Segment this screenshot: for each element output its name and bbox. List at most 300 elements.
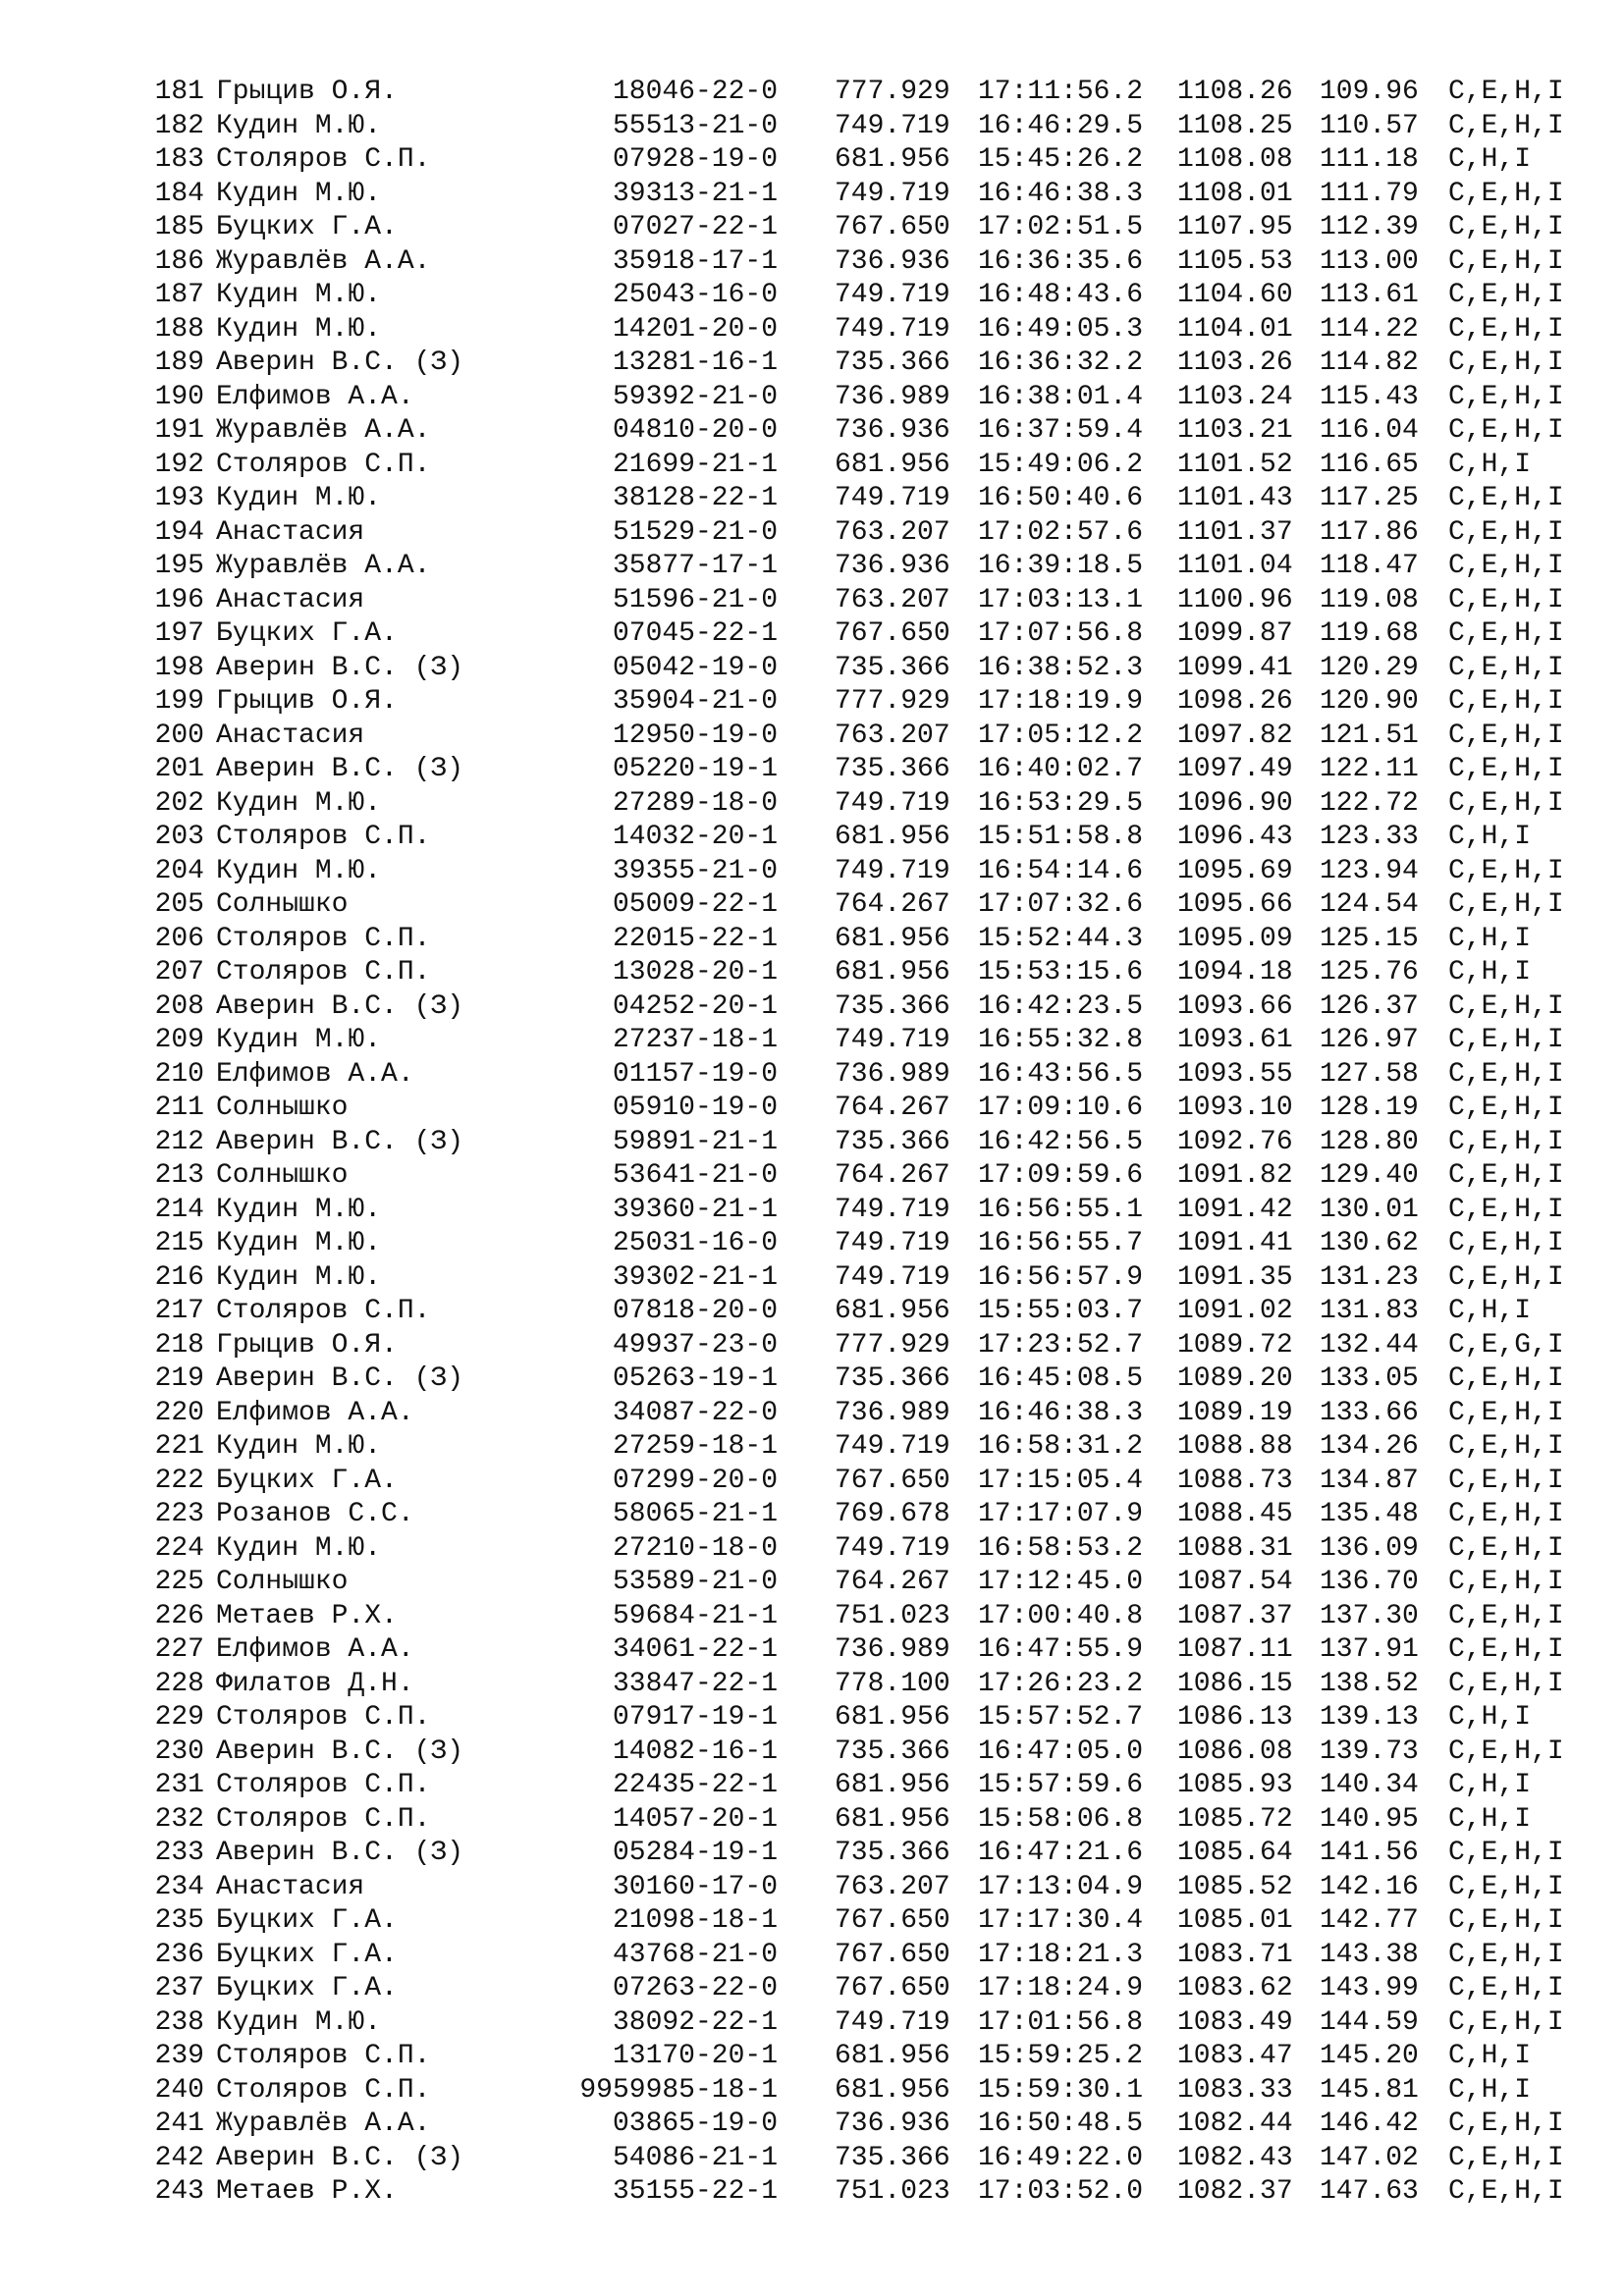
distance-value: 681.956 bbox=[835, 822, 950, 852]
arrival-time: 17:03:52.0 bbox=[978, 2176, 1144, 2207]
participant-name: Журавлёв А.А. bbox=[216, 245, 431, 277]
table-row bbox=[0, 1194, 1624, 1227]
table-row bbox=[0, 1600, 1624, 1633]
participant-name: Елфимов А.А. bbox=[216, 1397, 414, 1428]
participant-name: Анастасия bbox=[216, 1871, 365, 1902]
category-flags: C,H,I bbox=[1448, 1770, 1532, 1800]
arrival-time: 16:56:57.9 bbox=[978, 1261, 1144, 1293]
distance-value: 736.936 bbox=[835, 245, 950, 277]
participant-name: Кудин М.Ю. bbox=[216, 110, 382, 141]
row-number: 182 bbox=[154, 110, 204, 141]
table-row bbox=[0, 1126, 1624, 1159]
ring-code: 35155-22-1 bbox=[612, 2176, 778, 2207]
arrival-time: 17:18:24.9 bbox=[978, 1973, 1144, 2003]
arrival-time: 15:45:26.2 bbox=[978, 144, 1144, 175]
distance-value: 763.207 bbox=[835, 720, 950, 751]
ring-code: 07045-22-1 bbox=[612, 618, 778, 649]
distance-value: 767.650 bbox=[835, 1905, 950, 1936]
participant-name: Столяров С.П. bbox=[216, 1803, 431, 1835]
speed-value: 1108.01 bbox=[1177, 178, 1293, 209]
score-value: 121.51 bbox=[1320, 720, 1419, 751]
ring-code: 9959985-18-1 bbox=[579, 2074, 778, 2106]
row-number: 242 bbox=[154, 2142, 204, 2173]
score-value: 138.52 bbox=[1320, 1668, 1419, 1699]
distance-value: 735.366 bbox=[835, 652, 950, 683]
table-row bbox=[0, 1735, 1624, 1769]
speed-value: 1087.11 bbox=[1177, 1634, 1293, 1665]
ring-code: 14201-20-0 bbox=[612, 313, 778, 345]
category-flags: C,E,H,I bbox=[1448, 1532, 1564, 1564]
table-row bbox=[0, 449, 1624, 482]
score-value: 120.29 bbox=[1320, 652, 1419, 683]
score-value: 111.18 bbox=[1320, 144, 1419, 175]
participant-name: Елфимов А.А. bbox=[216, 381, 414, 412]
ring-code: 07263-22-0 bbox=[612, 1973, 778, 2003]
row-number: 198 bbox=[154, 652, 204, 683]
participant-name: Буцких Г.А. bbox=[216, 1939, 398, 1970]
distance-value: 681.956 bbox=[835, 144, 950, 175]
distance-value: 736.936 bbox=[835, 415, 950, 446]
table-row bbox=[0, 1668, 1624, 1701]
category-flags: C,E,H,I bbox=[1448, 686, 1564, 717]
arrival-time: 15:57:59.6 bbox=[978, 1770, 1144, 1800]
participant-name: Аверин В.С. (З) bbox=[216, 1126, 464, 1157]
category-flags: C,E,H,I bbox=[1448, 1634, 1564, 1665]
row-number: 186 bbox=[154, 245, 204, 277]
speed-value: 1089.19 bbox=[1177, 1397, 1293, 1428]
speed-value: 1083.71 bbox=[1177, 1939, 1293, 1970]
arrival-time: 16:43:56.5 bbox=[978, 1058, 1144, 1090]
speed-value: 1095.66 bbox=[1177, 889, 1293, 920]
arrival-time: 16:39:18.5 bbox=[978, 551, 1144, 581]
score-value: 140.95 bbox=[1320, 1803, 1419, 1835]
ring-code: 54086-21-1 bbox=[612, 2142, 778, 2173]
arrival-time: 15:58:06.8 bbox=[978, 1803, 1144, 1835]
table-row bbox=[0, 1159, 1624, 1193]
participant-name: Столяров С.П. bbox=[216, 923, 431, 954]
ring-code: 58065-21-1 bbox=[612, 1499, 778, 1529]
score-value: 143.38 bbox=[1320, 1939, 1419, 1970]
arrival-time: 17:09:59.6 bbox=[978, 1160, 1144, 1191]
participant-name: Метаев Р.Х. bbox=[216, 1600, 398, 1631]
row-number: 236 bbox=[154, 1939, 204, 1970]
ring-code: 51529-21-0 bbox=[612, 516, 778, 548]
category-flags: C,E,H,I bbox=[1448, 1194, 1564, 1225]
category-flags: C,H,I bbox=[1448, 923, 1532, 954]
ring-code: 39302-21-1 bbox=[612, 1261, 778, 1293]
distance-value: 736.989 bbox=[835, 381, 950, 412]
row-number: 203 bbox=[154, 822, 204, 852]
row-number: 234 bbox=[154, 1871, 204, 1902]
row-number: 206 bbox=[154, 923, 204, 954]
score-value: 128.19 bbox=[1320, 1093, 1419, 1123]
participant-name: Аверин В.С. (З) bbox=[216, 1735, 464, 1767]
speed-value: 1088.73 bbox=[1177, 1465, 1293, 1496]
category-flags: C,E,H,I bbox=[1448, 1668, 1564, 1699]
speed-value: 1108.25 bbox=[1177, 110, 1293, 141]
table-row bbox=[0, 347, 1624, 380]
ring-code: 27210-18-0 bbox=[612, 1532, 778, 1564]
speed-value: 1099.87 bbox=[1177, 618, 1293, 649]
row-number: 217 bbox=[154, 1296, 204, 1326]
row-number: 189 bbox=[154, 347, 204, 378]
row-number: 197 bbox=[154, 618, 204, 649]
row-number: 200 bbox=[154, 720, 204, 751]
row-number: 211 bbox=[154, 1093, 204, 1123]
arrival-time: 16:45:08.5 bbox=[978, 1363, 1144, 1394]
participant-name: Аверин В.С. (З) bbox=[216, 347, 464, 378]
table-row bbox=[0, 1566, 1624, 1599]
ring-code: 43768-21-0 bbox=[612, 1939, 778, 1970]
row-number: 195 bbox=[154, 551, 204, 581]
arrival-time: 16:49:22.0 bbox=[978, 2142, 1144, 2173]
distance-value: 764.267 bbox=[835, 1093, 950, 1123]
category-flags: C,E,H,I bbox=[1448, 2006, 1564, 2038]
row-number: 185 bbox=[154, 212, 204, 242]
row-number: 192 bbox=[154, 449, 204, 480]
distance-value: 749.719 bbox=[835, 2006, 950, 2038]
participant-name: Солнышко bbox=[216, 1567, 349, 1597]
participant-name: Столяров С.П. bbox=[216, 449, 431, 480]
row-number: 233 bbox=[154, 1838, 204, 1868]
arrival-time: 16:50:40.6 bbox=[978, 483, 1144, 513]
row-number: 191 bbox=[154, 415, 204, 446]
arrival-time: 15:53:15.6 bbox=[978, 957, 1144, 988]
distance-value: 735.366 bbox=[835, 1838, 950, 1868]
score-value: 139.13 bbox=[1320, 1702, 1419, 1733]
speed-value: 1105.53 bbox=[1177, 245, 1293, 277]
speed-value: 1093.10 bbox=[1177, 1093, 1293, 1123]
category-flags: C,E,H,I bbox=[1448, 1058, 1564, 1090]
distance-value: 735.366 bbox=[835, 347, 950, 378]
ring-code: 27259-18-1 bbox=[612, 1431, 778, 1462]
distance-value: 767.650 bbox=[835, 1939, 950, 1970]
ring-code: 22435-22-1 bbox=[612, 1770, 778, 1800]
speed-value: 1089.72 bbox=[1177, 1329, 1293, 1361]
score-value: 131.83 bbox=[1320, 1296, 1419, 1326]
score-value: 128.80 bbox=[1320, 1126, 1419, 1157]
ring-code: 07027-22-1 bbox=[612, 212, 778, 242]
ring-code: 13170-20-1 bbox=[612, 2041, 778, 2071]
row-number: 199 bbox=[154, 686, 204, 717]
participant-name: Солнышко bbox=[216, 889, 349, 920]
distance-value: 681.956 bbox=[835, 2041, 950, 2071]
participant-name: Елфимов А.А. bbox=[216, 1058, 414, 1090]
participant-name: Грыцив О.Я. bbox=[216, 77, 398, 107]
distance-value: 767.650 bbox=[835, 212, 950, 242]
score-value: 115.43 bbox=[1320, 381, 1419, 412]
arrival-time: 16:56:55.7 bbox=[978, 1228, 1144, 1258]
table-row bbox=[0, 1532, 1624, 1566]
score-value: 137.30 bbox=[1320, 1600, 1419, 1631]
distance-value: 735.366 bbox=[835, 1735, 950, 1767]
category-flags: C,E,H,I bbox=[1448, 313, 1564, 345]
ring-code: 21699-21-1 bbox=[612, 449, 778, 480]
speed-value: 1101.04 bbox=[1177, 551, 1293, 581]
score-value: 137.91 bbox=[1320, 1634, 1419, 1665]
table-row bbox=[0, 1362, 1624, 1396]
row-number: 196 bbox=[154, 584, 204, 615]
category-flags: C,E,H,I bbox=[1448, 1735, 1564, 1767]
speed-value: 1091.41 bbox=[1177, 1228, 1293, 1258]
arrival-time: 16:47:55.9 bbox=[978, 1634, 1144, 1665]
speed-value: 1085.64 bbox=[1177, 1838, 1293, 1868]
participant-name: Кудин М.Ю. bbox=[216, 1025, 382, 1055]
speed-value: 1088.88 bbox=[1177, 1431, 1293, 1462]
category-flags: C,E,H,I bbox=[1448, 1228, 1564, 1258]
row-number: 202 bbox=[154, 787, 204, 819]
table-row bbox=[0, 1498, 1624, 1531]
ring-code: 13281-16-1 bbox=[612, 347, 778, 378]
table-row bbox=[0, 2074, 1624, 2108]
speed-value: 1085.01 bbox=[1177, 1905, 1293, 1936]
table-row bbox=[0, 1397, 1624, 1430]
category-flags: C,E,H,I bbox=[1448, 483, 1564, 513]
score-value: 119.08 bbox=[1320, 584, 1419, 615]
ring-code: 13028-20-1 bbox=[612, 957, 778, 988]
ring-code: 35918-17-1 bbox=[612, 245, 778, 277]
row-number: 231 bbox=[154, 1770, 204, 1800]
ring-code: 25043-16-0 bbox=[612, 280, 778, 310]
speed-value: 1086.08 bbox=[1177, 1735, 1293, 1767]
distance-value: 681.956 bbox=[835, 1803, 950, 1835]
distance-value: 777.929 bbox=[835, 1329, 950, 1361]
participant-name: Филатов Д.Н. bbox=[216, 1668, 414, 1699]
table-row bbox=[0, 821, 1624, 854]
speed-value: 1082.37 bbox=[1177, 2176, 1293, 2207]
speed-value: 1082.43 bbox=[1177, 2142, 1293, 2173]
category-flags: C,E,H,I bbox=[1448, 178, 1564, 209]
arrival-time: 16:54:14.6 bbox=[978, 855, 1144, 886]
table-row bbox=[0, 1058, 1624, 1092]
row-number: 224 bbox=[154, 1532, 204, 1564]
ring-code: 35877-17-1 bbox=[612, 551, 778, 581]
category-flags: C,E,H,I bbox=[1448, 1093, 1564, 1123]
speed-value: 1097.49 bbox=[1177, 754, 1293, 784]
distance-value: 767.650 bbox=[835, 1465, 950, 1496]
table-row bbox=[0, 1465, 1624, 1498]
row-number: 238 bbox=[154, 2006, 204, 2038]
table-row bbox=[0, 990, 1624, 1024]
participant-name: Анастасия bbox=[216, 720, 365, 751]
speed-value: 1088.45 bbox=[1177, 1499, 1293, 1529]
ring-code: 07928-19-0 bbox=[612, 144, 778, 175]
row-number: 207 bbox=[154, 957, 204, 988]
score-value: 120.90 bbox=[1320, 686, 1419, 717]
category-flags: C,E,H,I bbox=[1448, 1160, 1564, 1191]
speed-value: 1093.66 bbox=[1177, 990, 1293, 1022]
row-number: 240 bbox=[154, 2074, 204, 2106]
score-value: 109.96 bbox=[1320, 77, 1419, 107]
row-number: 237 bbox=[154, 1973, 204, 2003]
distance-value: 749.719 bbox=[835, 787, 950, 819]
table-row bbox=[0, 787, 1624, 821]
category-flags: C,H,I bbox=[1448, 2041, 1532, 2071]
participant-name: Аверин В.С. (З) bbox=[216, 990, 464, 1022]
arrival-time: 16:46:38.3 bbox=[978, 178, 1144, 209]
table-row bbox=[0, 2142, 1624, 2175]
participant-name: Журавлёв А.А. bbox=[216, 415, 431, 446]
speed-value: 1083.62 bbox=[1177, 1973, 1293, 2003]
category-flags: C,E,H,I bbox=[1448, 1973, 1564, 2003]
category-flags: C,H,I bbox=[1448, 449, 1532, 480]
category-flags: C,E,H,I bbox=[1448, 1600, 1564, 1631]
table-row bbox=[0, 1227, 1624, 1260]
arrival-time: 17:05:12.2 bbox=[978, 720, 1144, 751]
arrival-time: 15:59:25.2 bbox=[978, 2041, 1144, 2071]
speed-value: 1088.31 bbox=[1177, 1532, 1293, 1564]
category-flags: C,E,H,I bbox=[1448, 347, 1564, 378]
arrival-time: 17:18:21.3 bbox=[978, 1939, 1144, 1970]
arrival-time: 17:23:52.7 bbox=[978, 1329, 1144, 1361]
table-row bbox=[0, 110, 1624, 143]
category-flags: C,E,H,I bbox=[1448, 889, 1564, 920]
row-number: 193 bbox=[154, 483, 204, 513]
distance-value: 749.719 bbox=[835, 110, 950, 141]
score-value: 134.26 bbox=[1320, 1431, 1419, 1462]
arrival-time: 17:03:13.1 bbox=[978, 584, 1144, 615]
ring-code: 14082-16-1 bbox=[612, 1735, 778, 1767]
participant-name: Розанов С.С. bbox=[216, 1499, 414, 1529]
row-number: 187 bbox=[154, 280, 204, 310]
score-value: 122.72 bbox=[1320, 787, 1419, 819]
ring-code: 53589-21-0 bbox=[612, 1567, 778, 1597]
category-flags: C,H,I bbox=[1448, 144, 1532, 175]
category-flags: C,E,H,I bbox=[1448, 1261, 1564, 1293]
speed-value: 1085.52 bbox=[1177, 1871, 1293, 1902]
participant-name: Кудин М.Ю. bbox=[216, 1532, 382, 1564]
arrival-time: 16:50:48.5 bbox=[978, 2109, 1144, 2139]
score-value: 114.82 bbox=[1320, 347, 1419, 378]
row-number: 214 bbox=[154, 1194, 204, 1225]
table-row bbox=[0, 313, 1624, 347]
participant-name: Буцких Г.А. bbox=[216, 618, 398, 649]
ring-code: 04810-20-0 bbox=[612, 415, 778, 446]
category-flags: C,E,H,I bbox=[1448, 787, 1564, 819]
score-value: 133.05 bbox=[1320, 1363, 1419, 1394]
row-number: 210 bbox=[154, 1058, 204, 1090]
score-value: 135.48 bbox=[1320, 1499, 1419, 1529]
speed-value: 1101.52 bbox=[1177, 449, 1293, 480]
participant-name: Столяров С.П. bbox=[216, 2041, 431, 2071]
category-flags: C,E,H,I bbox=[1448, 212, 1564, 242]
ring-code: 05220-19-1 bbox=[612, 754, 778, 784]
score-value: 117.86 bbox=[1320, 516, 1419, 548]
distance-value: 777.929 bbox=[835, 686, 950, 717]
score-value: 124.54 bbox=[1320, 889, 1419, 920]
ring-code: 07299-20-0 bbox=[612, 1465, 778, 1496]
participant-name: Кудин М.Ю. bbox=[216, 313, 382, 345]
score-value: 116.04 bbox=[1320, 415, 1419, 446]
speed-value: 1100.96 bbox=[1177, 584, 1293, 615]
distance-value: 735.366 bbox=[835, 1126, 950, 1157]
arrival-time: 17:17:07.9 bbox=[978, 1499, 1144, 1529]
distance-value: 751.023 bbox=[835, 2176, 950, 2207]
arrival-time: 16:46:29.5 bbox=[978, 110, 1144, 141]
score-value: 141.56 bbox=[1320, 1838, 1419, 1868]
category-flags: C,E,H,I bbox=[1448, 1905, 1564, 1936]
ring-code: 27237-18-1 bbox=[612, 1025, 778, 1055]
score-value: 142.16 bbox=[1320, 1871, 1419, 1902]
table-row bbox=[0, 1837, 1624, 1870]
participant-name: Кудин М.Ю. bbox=[216, 483, 382, 513]
score-value: 131.23 bbox=[1320, 1261, 1419, 1293]
ring-code: 25031-16-0 bbox=[612, 1228, 778, 1258]
ring-code: 27289-18-0 bbox=[612, 787, 778, 819]
distance-value: 763.207 bbox=[835, 584, 950, 615]
score-value: 126.97 bbox=[1320, 1025, 1419, 1055]
participant-name: Журавлёв А.А. bbox=[216, 2109, 431, 2139]
ring-code: 38092-22-1 bbox=[612, 2006, 778, 2038]
table-row bbox=[0, 1904, 1624, 1938]
row-number: 190 bbox=[154, 381, 204, 412]
ring-code: 51596-21-0 bbox=[612, 584, 778, 615]
category-flags: C,E,H,I bbox=[1448, 1025, 1564, 1055]
row-number: 232 bbox=[154, 1803, 204, 1835]
ring-code: 34087-22-0 bbox=[612, 1397, 778, 1428]
ring-code: 21098-18-1 bbox=[612, 1905, 778, 1936]
distance-value: 749.719 bbox=[835, 313, 950, 345]
distance-value: 736.989 bbox=[835, 1634, 950, 1665]
category-flags: C,E,H,I bbox=[1448, 1567, 1564, 1597]
score-value: 122.11 bbox=[1320, 754, 1419, 784]
ring-code: 38128-22-1 bbox=[612, 483, 778, 513]
row-number: 226 bbox=[154, 1600, 204, 1631]
table-row bbox=[0, 279, 1624, 312]
distance-value: 681.956 bbox=[835, 2074, 950, 2106]
ring-code: 07818-20-0 bbox=[612, 1296, 778, 1326]
category-flags: C,E,H,I bbox=[1448, 1838, 1564, 1868]
category-flags: C,H,I bbox=[1448, 957, 1532, 988]
distance-value: 681.956 bbox=[835, 1702, 950, 1733]
table-row bbox=[0, 76, 1624, 109]
participant-name: Столяров С.П. bbox=[216, 1296, 431, 1326]
table-row bbox=[0, 617, 1624, 651]
arrival-time: 16:47:21.6 bbox=[978, 1838, 1144, 1868]
category-flags: C,E,H,I bbox=[1448, 1871, 1564, 1902]
ring-code: 34061-22-1 bbox=[612, 1634, 778, 1665]
speed-value: 1098.26 bbox=[1177, 686, 1293, 717]
ring-code: 49937-23-0 bbox=[612, 1329, 778, 1361]
category-flags: C,E,H,I bbox=[1448, 245, 1564, 277]
speed-value: 1099.41 bbox=[1177, 652, 1293, 683]
score-value: 119.68 bbox=[1320, 618, 1419, 649]
row-number: 220 bbox=[154, 1397, 204, 1428]
arrival-time: 17:02:57.6 bbox=[978, 516, 1144, 548]
ring-code: 12950-19-0 bbox=[612, 720, 778, 751]
ring-code: 59891-21-1 bbox=[612, 1126, 778, 1157]
distance-value: 735.366 bbox=[835, 2142, 950, 2173]
category-flags: C,E,H,I bbox=[1448, 77, 1564, 107]
arrival-time: 16:36:32.2 bbox=[978, 347, 1144, 378]
arrival-time: 16:46:38.3 bbox=[978, 1397, 1144, 1428]
distance-value: 777.929 bbox=[835, 77, 950, 107]
table-row bbox=[0, 753, 1624, 786]
row-number: 222 bbox=[154, 1465, 204, 1496]
table-row bbox=[0, 685, 1624, 719]
distance-value: 764.267 bbox=[835, 889, 950, 920]
participant-name: Кудин М.Ю. bbox=[216, 1194, 382, 1225]
speed-value: 1092.76 bbox=[1177, 1126, 1293, 1157]
participant-name: Солнышко bbox=[216, 1160, 349, 1191]
row-number: 181 bbox=[154, 77, 204, 107]
participant-name: Аверин В.С. (З) bbox=[216, 1363, 464, 1394]
speed-value: 1091.42 bbox=[1177, 1194, 1293, 1225]
distance-value: 735.366 bbox=[835, 1363, 950, 1394]
participant-name: Кудин М.Ю. bbox=[216, 1261, 382, 1293]
row-number: 209 bbox=[154, 1025, 204, 1055]
arrival-time: 16:56:55.1 bbox=[978, 1194, 1144, 1225]
